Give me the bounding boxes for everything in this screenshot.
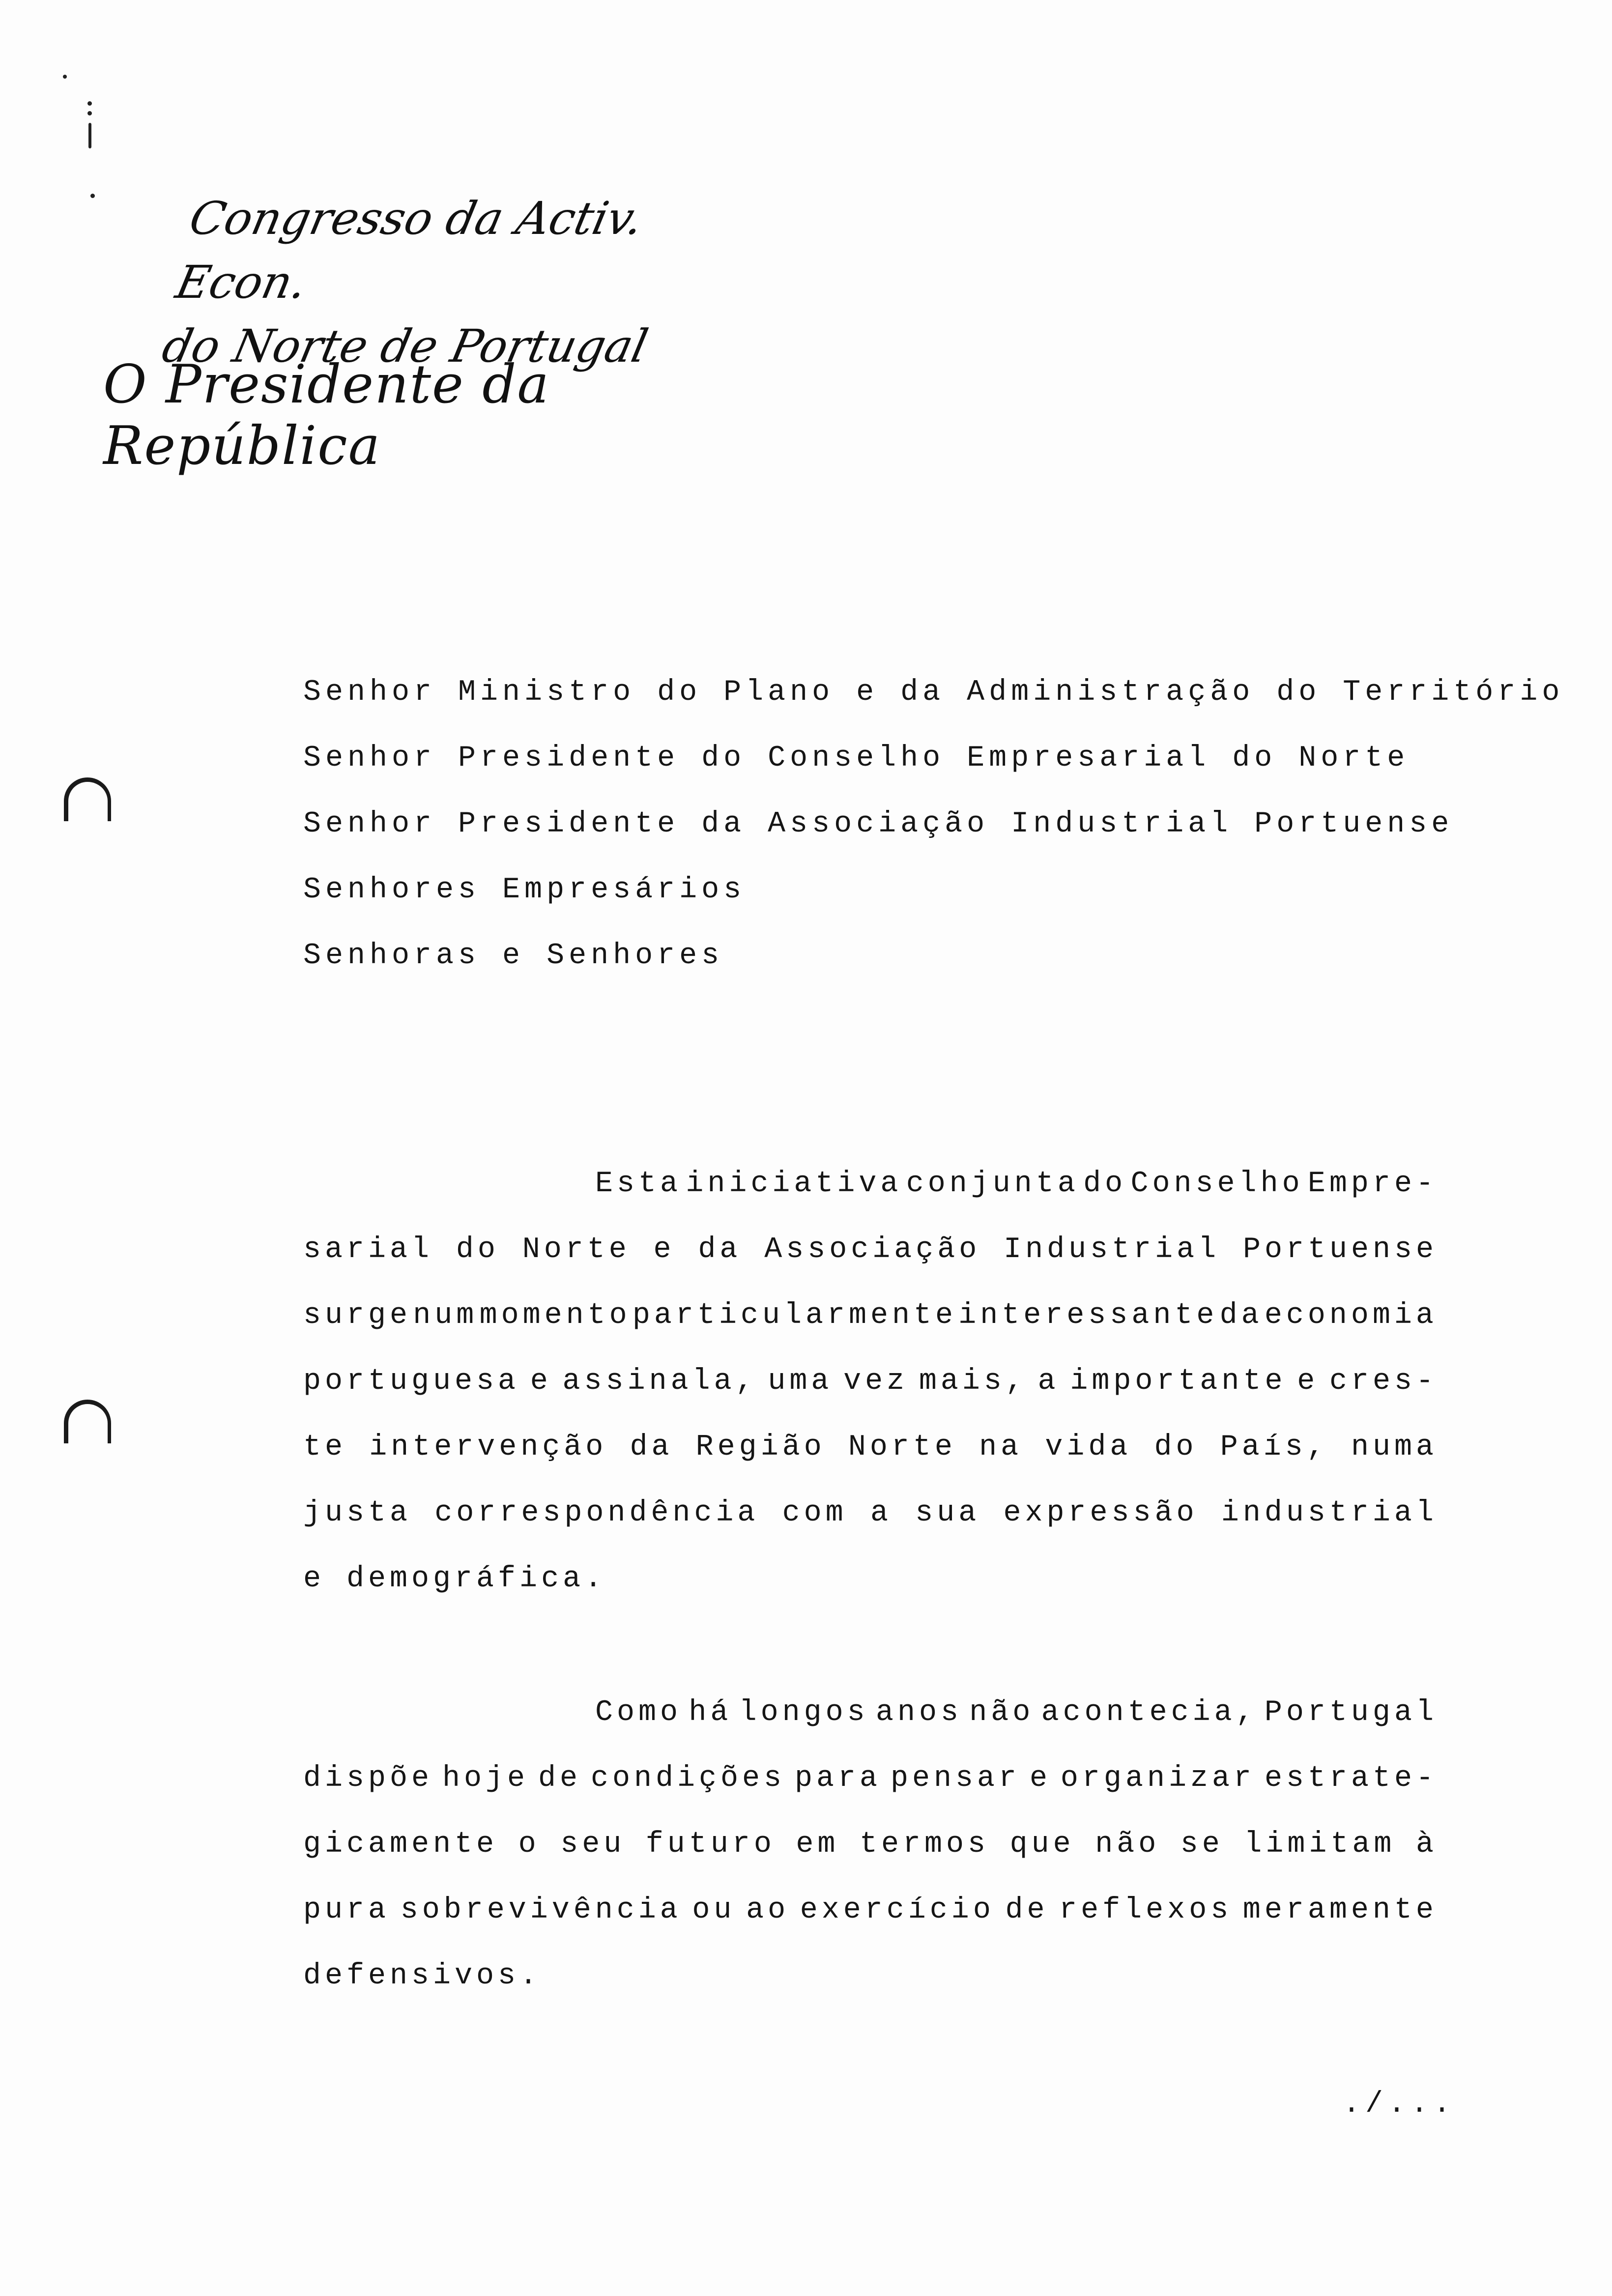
word: termos: [859, 1828, 990, 1861]
handwritten-line-1: Congresso da Activ. Econ.: [171, 192, 648, 309]
word: Industrial: [1004, 1233, 1220, 1266]
paragraph-line: [303, 1349, 1438, 1414]
word: Como: [595, 1696, 682, 1729]
word: sarial: [303, 1233, 433, 1266]
word: assinala,: [562, 1365, 757, 1398]
word: justa: [303, 1496, 412, 1530]
salutation-line: Senhores Empresários: [303, 873, 746, 907]
word: da: [630, 1431, 673, 1464]
word: seu: [560, 1828, 626, 1861]
word: iniciativa: [686, 1167, 902, 1201]
word: da: [698, 1233, 742, 1266]
word: sua: [915, 1496, 980, 1530]
word: pensar: [890, 1762, 1020, 1795]
paragraph-line: e demográfica.: [303, 1562, 606, 1596]
word: Norte: [848, 1431, 956, 1464]
word: que: [1009, 1828, 1075, 1861]
scan-speck: [63, 75, 67, 79]
word: gicamente: [303, 1828, 498, 1861]
word: pura: [303, 1894, 390, 1927]
word: do: [1083, 1167, 1127, 1201]
word: a: [870, 1496, 892, 1530]
word: condições: [590, 1762, 786, 1795]
word: exercício: [800, 1894, 995, 1927]
word: e: [530, 1365, 552, 1398]
word: Associação: [764, 1233, 981, 1266]
scan-speck: [90, 194, 95, 198]
word: do: [456, 1233, 499, 1266]
word: hoje: [442, 1762, 529, 1795]
word: dispõe: [303, 1762, 433, 1795]
word: intervenção: [369, 1431, 607, 1464]
word: Esta: [595, 1167, 682, 1201]
word: meramente: [1242, 1894, 1438, 1927]
handwritten-annotation: [157, 187, 787, 378]
word: Conselho: [1130, 1167, 1304, 1201]
binder-hole-lower: [64, 1400, 111, 1443]
word: ou: [692, 1894, 736, 1927]
word: Empre-: [1307, 1167, 1438, 1201]
word: de: [538, 1762, 581, 1795]
word: Portuense: [1242, 1233, 1438, 1266]
word: não: [1095, 1828, 1160, 1861]
word: longos: [739, 1696, 869, 1729]
salutation-line: Senhor Ministro do Plano e da Administração do Território: [303, 676, 1564, 709]
word: anos: [875, 1696, 962, 1729]
paragraph-line: [303, 1746, 1438, 1811]
salutation-line: Senhor Presidente do Conselho Empresarial do Norte: [303, 742, 1410, 775]
word: e: [1297, 1365, 1319, 1398]
word: País,: [1220, 1431, 1328, 1464]
paragraph-line: [303, 1414, 1438, 1480]
word: futuro: [645, 1828, 776, 1861]
word: interessante: [958, 1299, 1218, 1332]
word: reflexos: [1059, 1894, 1233, 1927]
paragraph-2: [303, 1680, 1438, 2009]
scan-speck: [87, 101, 92, 106]
word: há: [689, 1696, 732, 1729]
word: com: [782, 1496, 847, 1530]
paragraph-1: [303, 1151, 1438, 1612]
word: economia: [1264, 1299, 1438, 1332]
word: Norte: [522, 1233, 631, 1266]
paragraph-line: [303, 1877, 1438, 1943]
salutation-block: [303, 660, 1564, 989]
paragraph-line: [303, 1680, 1438, 1746]
word: na: [979, 1431, 1023, 1464]
word: para: [794, 1762, 881, 1795]
word: mais,: [919, 1365, 1027, 1398]
word: num: [413, 1299, 478, 1332]
word: uma: [768, 1365, 833, 1398]
word: organizar: [1060, 1762, 1255, 1795]
word: em: [796, 1828, 839, 1861]
word: Região: [695, 1431, 826, 1464]
word: industrial: [1221, 1496, 1438, 1530]
word: acontecia,: [1041, 1696, 1258, 1729]
salutation-line: Senhor Presidente da Associação Industrial Portuense: [303, 807, 1454, 841]
handwritten-line-2: do Norte de Portugal: [158, 320, 653, 373]
word: estrate-: [1264, 1762, 1438, 1795]
scan-speck: [87, 111, 92, 115]
word: vez: [843, 1365, 909, 1398]
word: a: [1037, 1365, 1060, 1398]
paragraph-line: [303, 1811, 1438, 1877]
word: ao: [746, 1894, 790, 1927]
paragraph-line: [303, 1480, 1438, 1546]
salutation-line: Senhoras e Senhores: [303, 939, 724, 973]
word: o: [518, 1828, 540, 1861]
binder-hole-upper: [64, 777, 111, 821]
word: te: [303, 1431, 347, 1464]
word: limitam: [1244, 1828, 1396, 1861]
word: expressão: [1003, 1496, 1198, 1530]
word: importante: [1070, 1365, 1287, 1398]
word: portuguesa: [303, 1365, 520, 1398]
word: da: [1219, 1299, 1263, 1332]
word: e: [653, 1233, 675, 1266]
word: correspondência: [434, 1496, 759, 1530]
word: vida: [1045, 1431, 1132, 1464]
letterhead: O Presidente da República: [103, 354, 550, 477]
word: numa: [1351, 1431, 1438, 1464]
scan-speck: [88, 123, 91, 148]
word: Portugal: [1264, 1696, 1438, 1729]
word: de: [1005, 1894, 1049, 1927]
word: surge: [303, 1299, 412, 1332]
word: particularmente: [632, 1299, 957, 1332]
word: sobrevivência: [400, 1894, 682, 1927]
paragraph-line: [303, 1217, 1438, 1283]
paragraph-line: [303, 1283, 1438, 1349]
word: momento: [479, 1299, 631, 1332]
word: do: [1154, 1431, 1198, 1464]
word: se: [1180, 1828, 1224, 1861]
page-continuation-mark: ./...: [1343, 2088, 1456, 2121]
word: cres-: [1329, 1365, 1438, 1398]
word: não: [969, 1696, 1035, 1729]
paragraph-line: defensivos.: [303, 1959, 542, 1993]
word: à: [1415, 1828, 1438, 1861]
word: conjunta: [906, 1167, 1079, 1201]
word: e: [1029, 1762, 1051, 1795]
paragraph-line: [303, 1151, 1438, 1217]
